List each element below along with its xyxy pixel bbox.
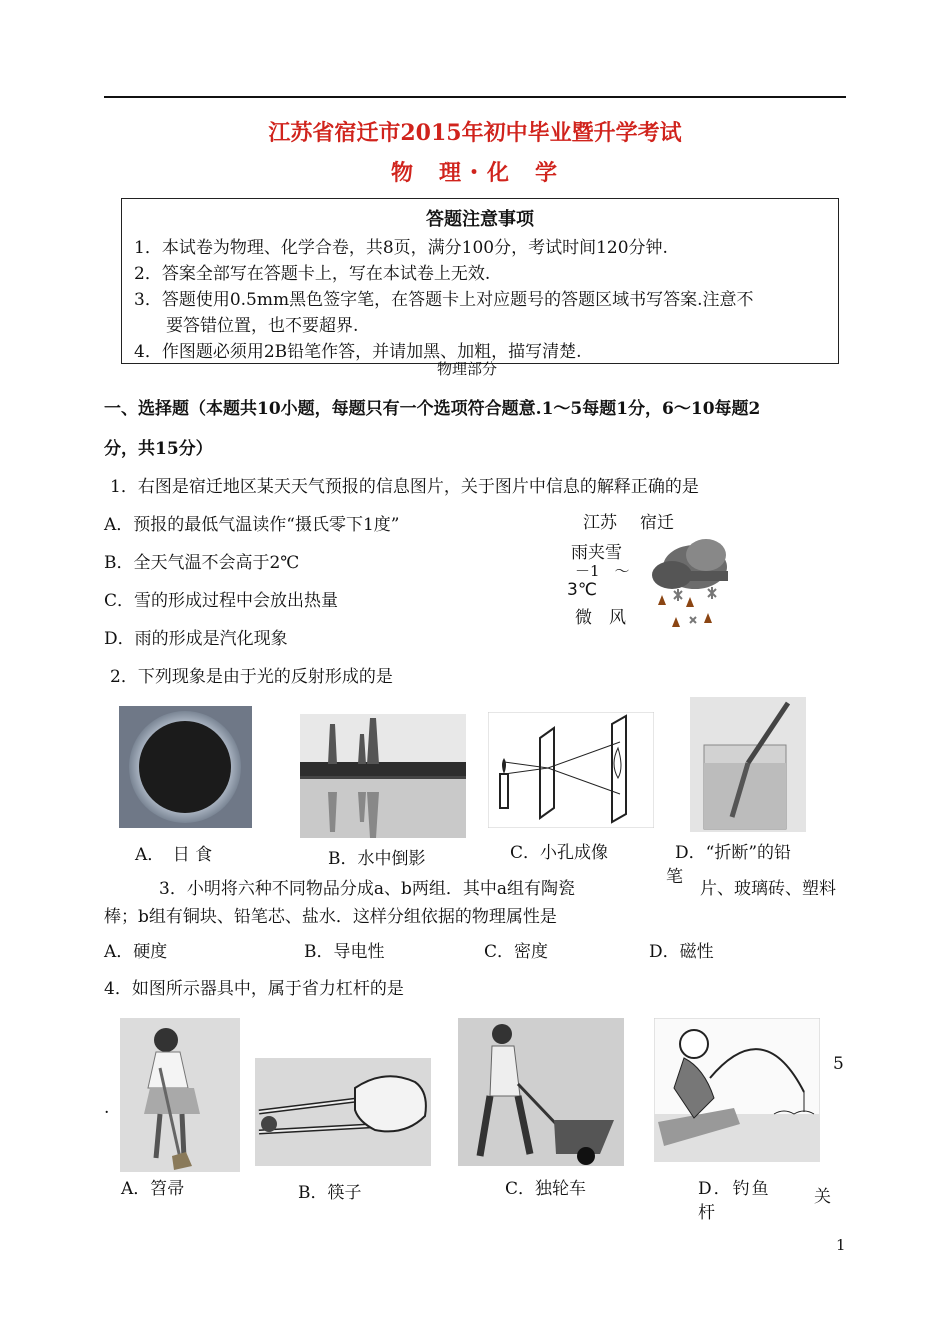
q3-option-c: C．密度	[484, 942, 549, 962]
part-label: 物理部分	[437, 360, 498, 378]
q2-caption-d-cont: 笔	[666, 867, 683, 887]
q4-caption-b: B．筷子	[298, 1183, 362, 1203]
notice-item: 2．答案全部写在答题卡上，写在本试卷上无效.	[134, 264, 491, 284]
notice-box	[121, 198, 839, 364]
q1-option-d: D．雨的形成是汽化现象	[104, 629, 288, 649]
notice-item: 4．作图题必须用2B铅笔作答，并请加黑、加粗，描写清楚.	[134, 342, 582, 362]
wheelbarrow-image	[458, 1018, 624, 1166]
q2-stem: 2．下列现象是由于光的反射形成的是	[110, 667, 393, 687]
fishing-rod-image	[654, 1018, 820, 1162]
q3-stem-right: 片、玻璃砖、塑料	[700, 879, 836, 899]
header-rule	[104, 96, 846, 98]
q4-caption-d: D．钓鱼	[698, 1179, 771, 1199]
q2-caption-d: D．“折断”的铅	[675, 843, 792, 863]
chopsticks-image	[255, 1058, 431, 1166]
page-number: 1	[836, 1236, 846, 1254]
q1-stem: 1．右图是宿迁地区某天天气预报的信息图片，关于图片中信息的解释正确的是	[110, 477, 699, 497]
q4-caption-a: A．笤帚	[121, 1179, 185, 1199]
q2-caption-a: A． 日 食	[135, 845, 213, 865]
bent-pencil-image	[690, 697, 806, 832]
q3-option-d: D．磁性	[649, 942, 714, 962]
q3-stem: 3．小明将六种不同物品分成a、b两组．其中a组有陶瓷	[159, 879, 575, 899]
notice-item: 1．本试卷为物理、化学合卷，共8页，满分100分，考试时间120分钟.	[134, 238, 668, 258]
weather-temp-high: 3℃	[567, 580, 597, 600]
section-heading: 一、选择题（本题共10小题，每题只有一个选项符合题意.1～5每题1分，6～10每题2	[104, 399, 761, 419]
q2-caption-b: B．水中倒影	[328, 849, 426, 869]
broom-image	[120, 1018, 240, 1172]
solar-eclipse-image	[119, 706, 252, 828]
notice-item: 要答错位置，也不要超界.	[166, 316, 359, 336]
notice-item: 3．答题使用0.5mm黑色签字笔，在答题卡上对应题号的答题区域书写答案.注意不	[134, 290, 754, 310]
q2-caption-c: C．小孔成像	[510, 843, 609, 863]
q3-option-b: B．导电性	[304, 942, 385, 962]
weather-temp: －1 ～	[575, 562, 630, 580]
sleet-cloud-icon	[650, 535, 735, 635]
exam-title: 江苏省宿迁市2015年初中毕业暨升学考试	[268, 120, 682, 146]
weather-place-2: 宿迁	[640, 513, 674, 533]
water-reflection-image	[300, 714, 466, 838]
notice-heading: 答题注意事项	[426, 209, 534, 230]
section-heading-cont: 分，共15分）	[104, 439, 213, 459]
q1-option-c: C．雪的形成过程中会放出热量	[104, 591, 339, 611]
weather-place-1: 江苏	[583, 513, 617, 533]
weather-wind: 微 风	[575, 608, 626, 628]
stray-number: 5	[833, 1054, 844, 1074]
q1-option-a: A．预报的最低气温读作“摄氏零下1度”	[104, 515, 400, 535]
q4-stem: 4．如图所示器具中，属于省力杠杆的是	[104, 979, 404, 999]
q4-caption-c: C．独轮车	[505, 1179, 587, 1199]
q4-caption-d-cont: 杆	[698, 1203, 715, 1223]
q1-option-b: B．全天气温不会高于2℃	[104, 553, 300, 573]
q3-option-a: A．硬度	[104, 942, 168, 962]
stray-char: 关	[814, 1187, 831, 1207]
q3-stem-cont: 棒；b组有铜块、铅笔芯、盐水．这样分组依据的物理属性是	[104, 907, 557, 927]
exam-subtitle: 物 理・化 学	[390, 160, 559, 186]
weather-type: 雨夹雪	[571, 543, 622, 563]
pinhole-camera-image	[488, 712, 654, 828]
stray-dot: .	[104, 1098, 110, 1118]
